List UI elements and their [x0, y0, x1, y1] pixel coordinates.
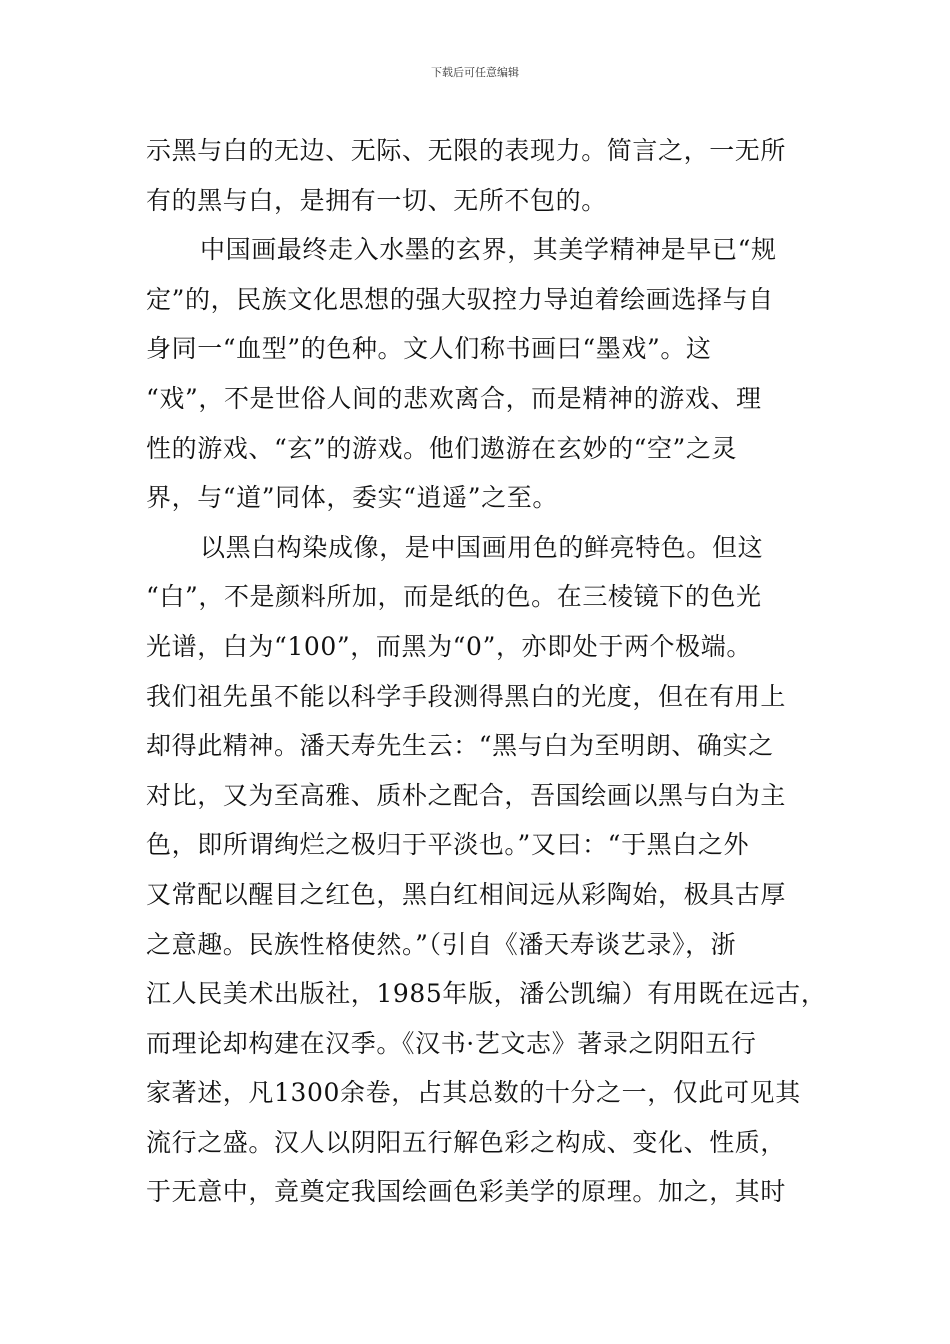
text-line: 江人民美术出版社，1985年版，潘公凯编）有用既在远古， [146, 979, 827, 1009]
text-line: 流行之盛。汉人以阴阳五行解色彩之构成、变化、性质， [146, 1127, 787, 1157]
text-line: 又常配以醒目之红色，黑白红相间远从彩陶始，极具古厚 [146, 879, 787, 909]
document-body [146, 126, 836, 1217]
text-line: 之意趣。民族性格使然。”（引自《潘天寿谈艺录》，浙 [146, 929, 737, 959]
text-line: 身同一“血型”的色种。文人们称书画曰“墨戏”。这 [146, 334, 712, 364]
text-line: 光谱，白为“100”，而黑为“0”，亦即处于两个极端。 [146, 631, 752, 661]
text-line: 中国画最终走入水墨的玄界，其美学精神是早已“规 [200, 235, 777, 265]
text-line: 我们祖先虽不能以科学手段测得黑白的光度，但在有用上 [146, 681, 787, 711]
text-line: 而理论却构建在汉季。《汉书·艺文志》著录之阴阳五行 [146, 1028, 757, 1058]
text-line: 定”的，民族文化思想的强大驭控力导迫着绘画选择与自 [146, 284, 774, 314]
text-line: “戏”，不是世俗人间的悲欢离合，而是精神的游戏、理 [146, 383, 762, 413]
text-line: 对比，又为至高雅、质朴之配合，吾国绘画以黑与白为主 [146, 780, 787, 810]
text-line: 性的游戏、“玄”的游戏。他们遨游在玄妙的“空”之灵 [146, 433, 738, 463]
page-header-note: 下载后可任意编辑 [431, 66, 519, 79]
text-line: 有的黑与白，是拥有一切、无所不包的。 [146, 185, 607, 215]
text-line: 界，与“道”同体，委实“逍遥”之至。 [146, 483, 558, 513]
text-line: 却得此精神。潘天寿先生云：“黑与白为至明朗、确实之 [146, 731, 774, 761]
text-line: 色，即所谓绚烂之极归于平淡也。”又曰：“于黑白之外 [146, 830, 750, 860]
text-line: 家著述，凡1300余卷，占其总数的十分之一，仅此可见其 [146, 1078, 801, 1108]
text-line: “白”，不是颜料所加，而是纸的色。在三棱镜下的色光 [146, 582, 762, 612]
text-line: 以黑白构染成像，是中国画用色的鲜亮特色。但这 [200, 532, 764, 562]
text-line: 示黑与白的无边、无际、无限的表现力。简言之，一无所 [146, 136, 787, 165]
text-line: 于无意中，竟奠定我国绘画色彩美学的原理。加之，其时 [146, 1177, 787, 1207]
